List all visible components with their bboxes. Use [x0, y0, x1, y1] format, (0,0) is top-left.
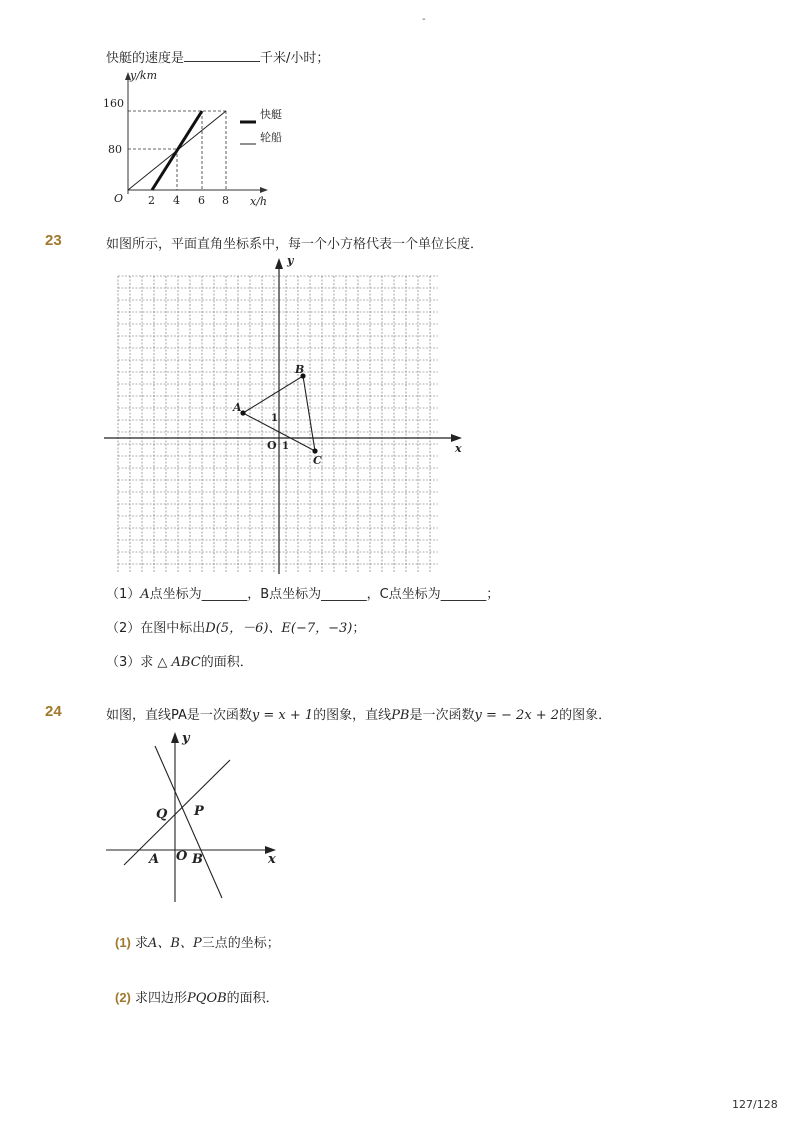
q24-math2: PB — [391, 708, 410, 723]
q23-coordinate-grid — [104, 256, 466, 576]
fig24-p-label: P — [194, 804, 204, 819]
q23-sub2 — [106, 617, 365, 636]
q23-sub1-text2: ，B点坐标为 — [247, 587, 322, 602]
grid-lines — [118, 276, 438, 572]
q24-text4: 的图象． — [559, 708, 612, 723]
q23-sub2-math: D(5，－6)、E(−7，−3) — [205, 621, 353, 636]
chart-x-arrow — [260, 187, 268, 193]
x-tick-6: 6 — [198, 194, 205, 207]
point-a-label: A — [233, 401, 242, 414]
q24-text3: 是一次函数 — [409, 708, 475, 723]
q23-sub1-blank3[interactable]: _______ — [440, 587, 487, 602]
y-axis-label: y/km — [130, 69, 158, 82]
q23-stem: 如图所示，平面直角坐标系中，每一个小方格代表一个单位长度． — [106, 237, 484, 252]
grid-x-arrow — [451, 434, 462, 442]
origin-label: O — [267, 439, 277, 452]
page-number: 127/128 — [732, 1098, 778, 1111]
origin-label: O — [114, 192, 124, 205]
q24-number: 24 — [45, 703, 62, 720]
legend-kuaiting-label: 快艇 — [260, 108, 282, 121]
q24-sub2-text1: 求四边形 — [135, 991, 188, 1006]
q22-distance-time-chart — [100, 68, 310, 210]
fig24-x-label: x — [268, 852, 276, 867]
q23-sub1-point-a: A — [140, 587, 150, 602]
point-c-label: C — [313, 454, 322, 467]
q23-sub3-math: ABC — [171, 655, 201, 670]
q23-sub1-blank2[interactable]: _______ — [321, 587, 367, 602]
point-b-label: B — [295, 363, 305, 376]
grid-x-label: x — [455, 442, 462, 455]
header-mark: - — [422, 14, 426, 25]
x-axis-label: x/h — [250, 195, 267, 208]
unit-x-label: 1 — [282, 441, 289, 452]
x-tick-4: 4 — [173, 194, 180, 207]
q24-text2: 的图象，直线 — [313, 708, 392, 723]
q24-sub2-text2: 的面积． — [226, 991, 279, 1006]
q24-sub2-num: (2) — [115, 990, 131, 1005]
x-tick-8: 8 — [222, 194, 229, 207]
q24-lines-figure — [104, 728, 284, 906]
q23-sub1-end: ； — [486, 587, 500, 602]
y-tick-80: 80 — [108, 143, 122, 156]
line-pb — [155, 746, 222, 898]
q23-sub3-num: （3） — [106, 655, 141, 670]
q24-sub1-math: A、B、P — [148, 936, 202, 951]
fig24-y-arrow — [171, 732, 179, 743]
q24-math3: y = − 2x + 2 — [474, 708, 560, 723]
grid-y-arrow — [275, 258, 283, 269]
q23-sub3-text2: 的面积． — [200, 655, 253, 670]
fig24-y-label: y — [182, 731, 190, 746]
fig24-b-label: B — [192, 852, 203, 867]
q24-sub2-math: PQOB — [187, 991, 227, 1006]
q24-sub1-text2: 三点的坐标； — [201, 936, 280, 951]
q23-sub3-text1: 求 △ — [140, 655, 172, 670]
q24-stem — [106, 704, 611, 723]
q23-sub1-num: （1） — [106, 587, 141, 602]
q24-sub1 — [115, 932, 280, 951]
q23-sub1-text3: ，C点坐标为 — [366, 587, 441, 602]
q22-answer-line — [106, 47, 329, 66]
x-tick-2: 2 — [148, 194, 155, 207]
fig24-o-label: O — [176, 849, 188, 864]
fig24-q-label: Q — [156, 807, 168, 822]
q24-math1: y = x + 1 — [251, 708, 314, 723]
q23-sub3 — [106, 651, 253, 670]
q24-sub2 — [115, 987, 279, 1006]
y-tick-160: 160 — [103, 97, 124, 110]
grid-y-label: y — [287, 256, 294, 267]
series-kuaiting-line — [152, 111, 202, 190]
q23-number: 23 — [45, 232, 62, 249]
q23-sub1-text1: 点坐标为 — [149, 587, 202, 602]
q24-text1: 如图，直线PA是一次函数 — [106, 708, 252, 723]
unit-y-label: 1 — [271, 413, 278, 424]
q24-sub1-num: (1) — [115, 935, 131, 950]
q23-sub2-end: ； — [352, 621, 366, 636]
q23-sub1-blank1[interactable]: _______ — [201, 587, 248, 602]
fig24-a-label: A — [149, 852, 160, 867]
legend-lunchuan-label: 轮船 — [260, 131, 282, 144]
q24-sub1-text1: 求 — [135, 936, 149, 951]
q22-answer-blank[interactable] — [184, 49, 260, 62]
q22-text-before: 快艇的速度是 — [106, 51, 185, 66]
q22-text-after: 千米/小时； — [260, 51, 330, 66]
q23-sub2-text: 在图中标出 — [140, 621, 206, 636]
q23-sub1 — [106, 583, 499, 602]
point-c-dot — [312, 448, 317, 453]
q23-sub2-num: （2） — [106, 621, 141, 636]
